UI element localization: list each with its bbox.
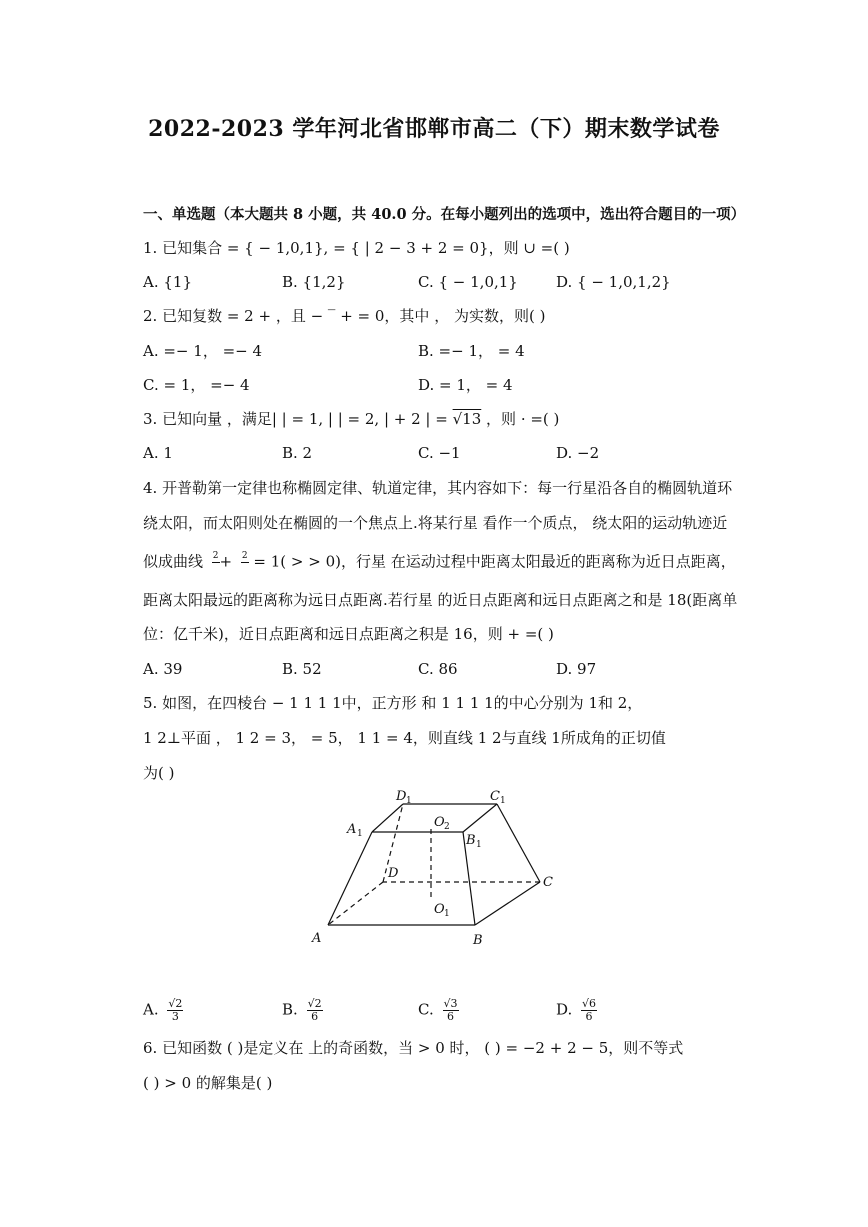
- page-title: 2022-2023 学年河北省邯郸市高二（下）期末数学试卷: [148, 116, 720, 142]
- label-c1-sub: 1: [500, 796, 506, 806]
- frustum-figure: [300, 780, 580, 955]
- label-a1-sub: 1: [357, 829, 363, 839]
- q5-option-b-value: $\frac{√2}{6}$: [307, 997, 322, 1023]
- q1-option-c: C. { − 1,0,1}: [418, 273, 518, 291]
- q5-option-d: [556, 998, 597, 1023]
- q5-option-a-letter: A.: [143, 1000, 159, 1019]
- q4-option-a: A. 39: [143, 660, 183, 678]
- question-4-line-2: 绕太阳，而太阳则处在椭圆的一个焦点上.将某行星 看作一个质点， 绕太阳的运动轨迹近: [143, 514, 728, 532]
- question-4-line-3: 似成曲线 2 + 2 = 1( > > 0)，行星 在运动过程中距离太阳最近的距离称为近日点距离，: [143, 550, 736, 575]
- question-4-line-4: 距离太阳最远的距离称为远日点距离.若行星 的近日点距离和远日点距离之和是 18(距离单: [143, 591, 738, 609]
- label-d: D: [388, 866, 399, 881]
- question-6-line-2: ( ) > 0 的解集是( ): [143, 1074, 273, 1092]
- q2-option-b: B. =− 1， = 4: [418, 342, 525, 360]
- q1-option-b: B. {1,2}: [282, 273, 346, 291]
- q5-option-d-value: $\frac{√6}{6}$: [582, 997, 597, 1023]
- question-2-stem: 2. 已知复数 = 2 + ，且 − ‾ + = 0，其中 ， 为实数，则( ): [143, 307, 546, 325]
- q1-option-d: D. { − 1,0,1,2}: [556, 273, 671, 291]
- label-d1: D: [396, 789, 407, 804]
- edge-cc1: [497, 804, 540, 882]
- q5-option-a: [143, 998, 183, 1023]
- label-o2-sub: 2: [444, 822, 450, 832]
- q5-option-c: [418, 998, 459, 1023]
- q4-option-d: D. 97: [556, 660, 597, 678]
- label-b1-sub: 1: [476, 840, 482, 850]
- q5-option-b: [282, 998, 323, 1023]
- q3-stem-start: 3. 已知向量 ，满足| | = 1, | | = 2, | + 2 | =: [143, 410, 448, 428]
- q2-option-a: A. =− 1， =− 4: [143, 342, 263, 360]
- label-c: C: [543, 875, 553, 890]
- q5-option-c-value: $\frac{√3}{6}$: [443, 997, 458, 1023]
- q3-option-c: C. −1: [418, 444, 461, 462]
- q4-line3-start: 似成曲线: [143, 552, 204, 571]
- question-5-line-1: 5. 如图，在四棱台 − 1 1 1 1中，正方形 和 1 1 1 1的中心分别为 1和 2，: [143, 694, 643, 712]
- q3-option-b: B. 2: [282, 444, 313, 462]
- q3-sqrt: √13: [452, 410, 482, 428]
- label-d1-sub: 1: [406, 796, 412, 806]
- ellipse-term-y: 2: [241, 551, 248, 561]
- edge-b1c1: [463, 804, 497, 832]
- label-a: A: [312, 931, 322, 946]
- q5-option-c-letter: C.: [418, 1000, 434, 1019]
- edge-bc: [475, 882, 540, 925]
- q5-option-a-value: $\frac{√2}{3}$: [168, 997, 183, 1023]
- question-4-line-5: 位：亿千米)，近日点距离和远日点距离之积是 16，则 + =( ): [143, 625, 554, 643]
- question-6-line-1: 6. 已知函数 ( )是定义在 上的奇函数，当 > 0 时， ( ) = −2 + 2 − 5，则不等式: [143, 1039, 684, 1057]
- q3-option-d: D. −2: [556, 444, 600, 462]
- q4-option-c: C. 86: [418, 660, 458, 678]
- section-heading: 一、单选题（本大题共 8 小题，共 40.0 分。在每小题列出的选项中，选出符合题目的一项）: [143, 206, 746, 223]
- question-1-stem: 1. 已知集合 = { − 1,0,1}, = { | 2 − 3 + 2 = 0}，则 ∪ =( ): [143, 239, 570, 257]
- q2-option-c: C. = 1， =− 4: [143, 376, 250, 394]
- question-4-line-1: 4. 开普勒第一定律也称椭圆定律、轨道定律，其内容如下：每一行星沿各自的椭圆轨道环: [143, 479, 733, 497]
- question-5-line-2: 1 2⊥平面 ， 1 2 = 3， = 5， 1 1 = 4，则直线 1 2与直线 1所成角的正切值: [143, 729, 666, 747]
- label-o1-sub: 1: [444, 909, 450, 919]
- q5-option-b-letter: B.: [282, 1000, 298, 1019]
- q2-option-d: D. = 1， = 4: [418, 376, 513, 394]
- ellipse-term-x: 2: [212, 551, 219, 561]
- edge-d1a1: [372, 804, 403, 832]
- label-o2: O: [434, 815, 445, 830]
- q5-option-d-letter: D.: [556, 1000, 573, 1019]
- label-b1: B: [466, 833, 476, 848]
- q4-line3-end: = 1( > > 0)，行星 在运动过程中距离太阳最近的距离称为近日点距离，: [253, 552, 736, 571]
- q3-stem-end: ，则 · =( ): [486, 410, 560, 428]
- edge-da: [328, 882, 383, 925]
- q3-option-a: A. 1: [143, 444, 173, 462]
- edge-aa1: [328, 832, 372, 925]
- question-3-stem: [143, 409, 559, 429]
- label-b: B: [473, 933, 483, 948]
- label-o1: O: [434, 902, 445, 917]
- label-c1: C: [490, 789, 500, 804]
- q1-option-a: A. {1}: [143, 273, 192, 291]
- question-5-line-3: 为( ): [143, 764, 175, 782]
- label-a1: A: [347, 822, 357, 837]
- q4-option-b: B. 52: [282, 660, 322, 678]
